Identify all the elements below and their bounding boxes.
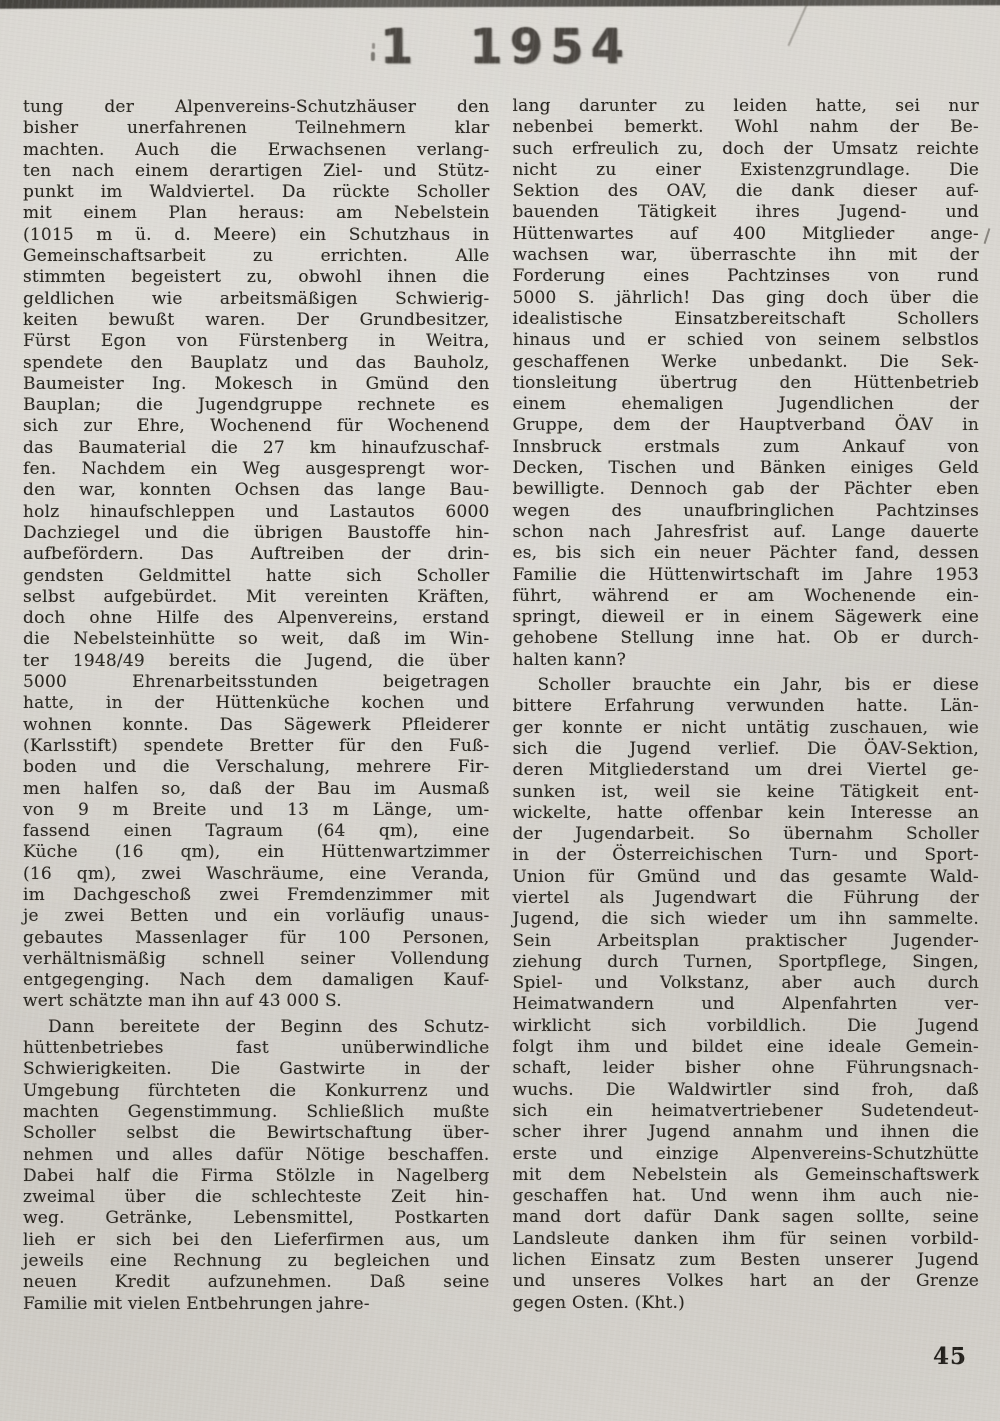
text-line: 5000 S. jährlich! Das ging doch über die [512,287,979,308]
text-line: weg. Getränke, Lebensmittel, Postkarten [23,1208,490,1229]
text-line: ter 1948/49 bereits die Jugend, die über [23,650,490,671]
text-line: spendete den Bauplatz und das Bauholz, [23,352,490,373]
text-line: boden und die Verschalung, mehrere Fir- [23,757,490,778]
text-line: geschaffenen Werke unbedankt. Die Sek- [512,351,979,372]
text-line: mand dort dafür Dank sagen sollte, seine [512,1207,979,1228]
text-line: folgt ihm und bildet eine ideale Gemein- [512,1037,979,1058]
text-line: Gruppe, dem der Hauptverband ÖAV in [512,415,979,436]
text-line: tionsleitung übertrug den Hüttenbetrieb [512,372,979,393]
text-line: jeweils eine Rechnung zu begleichen und [23,1251,490,1272]
text-line: je zwei Betten und ein vorläufig unaus- [23,906,490,927]
text-line: neuen Kredit aufzunehmen. Daß seine [23,1272,490,1293]
paragraph [23,97,490,1013]
text-line: wohnen konnte. Das Sägewerk Pfleiderer [23,714,490,735]
text-line: Bauplan; die Jugendgruppe rechnete es [23,395,490,416]
text-line: punkt im Waldviertel. Da rückte Scholler [23,182,490,203]
text-line: viertel als Jugendwart die Führung der [512,887,979,908]
page-number: 45 [933,1343,968,1370]
text-line: halten kann? [512,649,627,670]
text-line: Umgebung fürchteten die Konkurrenz und [23,1080,490,1101]
text-line: bisher unerfahrenen Teilnehmern klar [23,118,490,139]
text-line: die Nebelsteinhütte so weit, daß im Win- [23,629,490,650]
text-line: wegen des unaufbringlichen Pachtzinses [512,500,979,521]
text-line: (16 qm), zwei Waschräume, eine Veranda, [23,863,490,884]
text-line: Decken, Tischen und Bänken einiges Geld [512,458,979,479]
text-line: das Baumaterial die 27 km hinaufzuschaf- [23,437,490,458]
issue-year-stamp [380,19,631,75]
text-line: und unseres Volkes hart an der Grenze [512,1271,979,1292]
text-line: sunken ist, weil sie keine Tätigkeit ent- [512,781,979,802]
text-line: keiten bewußt waren. Der Grundbesitzer, [23,309,490,330]
text-line: schon nach Jahresfrist auf. Lange dauerte [512,521,979,542]
text-line: von 9 m Breite und 13 m Länge, um- [23,799,490,820]
margin-pen-mark [984,228,990,244]
text-line: Baumeister Ing. Mokesch in Gmünd den [23,373,490,394]
text-line: Küche (16 qm), ein Hüttenwartzimmer [23,842,490,863]
text-line: fen. Nachdem ein Weg ausgesprengt wor- [23,459,490,480]
text-line: aufbefördern. Das Auftreiben der drin- [23,544,490,565]
text-line: bittere Erfahrung verwunden hatte. Län- [512,696,979,717]
text-line: Landsleute danken ihm für seinen vorbild- [512,1228,979,1249]
text-line: such erfreulich zu, doch der Umsatz reichte [512,138,979,159]
text-line: entgegenging. Nach dem damaligen Kauf- [23,970,490,991]
text-line: lieh er sich bei den Lieferfirmen aus, um [23,1229,490,1250]
text-line: wert schätzte man ihn auf 43 000 S. [23,991,342,1012]
text-line: machten Gegenstimmung. Schließlich mußte [23,1101,490,1122]
text-line: der Jugendarbeit. So übernahm Scholler [512,824,979,845]
paper-crease-mark [788,0,811,46]
text-line: men halfen so, daß der Bau im Ausmaß [23,778,490,799]
text-line: es, bis sich ein neuer Pächter fand, dessen [512,543,979,564]
text-line: Spiel- und Volkstanz, aber auch durch [512,973,979,994]
text-line: sich zur Ehre, Wochenend für Wochenend [23,416,490,437]
text-line: Dabei half die Firma Stölzle in Nagelberg [23,1165,490,1186]
text-line: tung der Alpenvereins-Schutzhäuser den [23,97,490,117]
text-line: bewilligte. Dennoch gab der Pächter eben [512,479,979,500]
text-line: Scholler brauchte ein Jahr, bis er diese [537,675,979,696]
text-line: Familie mit vielen Entbehrungen jahre- [23,1293,370,1314]
paragraph [23,1017,490,1315]
text-line: Sektion des OAV, die dank dieser auf- [512,181,979,202]
text-line: im Dachgeschoß zwei Fremdenzimmer mit [23,884,490,905]
text-line: doch ohne Hilfe des Alpenvereins, erstand [23,608,490,629]
text-line: mit dem Nebelstein als Gemeinschaftswerk [512,1164,979,1185]
text-line: Forderung eines Pachtzinses von rund [512,266,979,287]
text-line: hüttenbetriebes fast unüberwindliche [23,1038,490,1059]
stamp-ink-blotch [371,52,375,61]
column-right [513,96,980,1315]
text-line: wickelte, hatte offenbar kein Interesse an [512,802,979,823]
text-line: geldlichen wie arbeitsmäßigen Schwierig- [23,288,490,309]
text-line: Gemeinschaftsarbeit zu errichten. Alle [23,246,490,267]
text-line: bauenden Tätigkeit ihres Jugend- und [512,202,979,223]
text-line: Union für Gmünd und das gesamte Wald- [512,866,979,887]
text-line: Scholler selbst die Bewirtschaftung über- [23,1123,490,1144]
text-line: verhältnismäßig schnell seiner Vollendung [23,948,490,969]
text-line: machten. Auch die Erwachsenen verlang- [23,139,490,160]
year-number: 1954 [469,19,631,75]
text-line: hatte, in der Hüttenküche kochen und [23,693,490,714]
text-line: Hüttenwartes auf 400 Mitglieder ange- [512,223,979,244]
text-line: gegen Osten. (Kht.) [512,1292,685,1313]
text-line: wirklicht sich vorbildlich. Die Jugend [512,1015,979,1036]
text-line: fassend einen Tagraum (64 qm), eine [23,821,490,842]
paragraph [513,675,980,1314]
text-line: ger konnte er nicht untätig zuschauen, wie [512,717,979,738]
text-line: geschaffen hat. Und wenn ihm auch nie- [512,1186,979,1207]
text-line: wuchs. Die Waldwirtler sind froh, daß [512,1079,979,1100]
text-line: sich ein heimatvertriebener Sudetendeut- [512,1100,979,1121]
text-line: zweimal über die schlechteste Zeit hin- [23,1187,490,1208]
text-line: gehobene Stellung inne hat. Ob er durch- [512,628,979,649]
text-line: nehmen und alles dafür Nötige beschaffen. [23,1144,490,1165]
text-line: wachsen war, überraschte ihn mit der [512,245,979,266]
text-line: einem ehemaligen Jugendlichen der [512,394,979,415]
scan-top-edge-shadow [0,0,1000,9]
text-line: (Karlsstift) spendete Bretter für den Fuß- [23,735,490,756]
text-line: scher ihrer Jugend annahm und ihnen die [512,1122,979,1143]
article-body [23,97,979,1315]
text-line: sich die Jugend verlief. Die ÖAV-Sektion, [512,738,979,759]
text-line: Fürst Egon von Fürstenberg in Weitra, [23,331,490,352]
text-line: idealistische Einsatzbereitschaft Schollers [512,308,979,329]
text-line: Dann bereitete der Beginn des Schutz- [48,1016,490,1037]
text-line: gebautes Massenlager für 100 Personen, [23,927,490,948]
text-line: Schwierigkeiten. Die Gastwirte in der [23,1059,490,1080]
paragraph [513,96,980,671]
text-line: nebenbei bemerkt. Wohl nahm der Be- [512,117,979,138]
column-left [23,97,490,1315]
text-line: (1015 m ü. d. Meere) ein Schutzhaus in [23,224,490,245]
text-line: den war, konnten Ochsen das lange Bau- [23,480,490,501]
text-line: lichen Einsatz zum Besten unserer Jugend [512,1250,979,1271]
text-line: Familie die Hüttenwirtschaft im Jahre 1953 [512,564,979,585]
text-line: 5000 Ehrenarbeitsstunden beigetragen [23,672,490,693]
text-line: ziehung durch Turnen, Sportpflege, Singen, [512,951,979,972]
issue-number: 1 [380,19,414,75]
text-line: Sein Arbeitsplan praktischer Jugender- [512,930,979,951]
text-line: stimmten begeistert zu, obwohl ihnen die [23,267,490,288]
text-line: gendsten Geldmittel hatte sich Scholler [23,565,490,586]
text-line: holz hinaufschleppen und Lastautos 6000 [23,501,490,522]
text-line: Dachziegel und die übrigen Baustoffe hin- [23,522,490,543]
text-line: hinaus und er schied von seinem selbstlos [512,330,979,351]
text-line: erste und einzige Alpenvereins-Schutzhütte [512,1143,979,1164]
text-line: schaft, leider bisher ohne Führungsnach- [512,1058,979,1079]
text-line: führt, während er am Wochenende ein- [512,585,979,606]
text-line: selbst aufgebürdet. Mit vereinten Kräften, [23,586,490,607]
text-line: in der Österreichischen Turn- und Sport- [512,845,979,866]
text-line: Heimatwandern und Alpenfahrten ver- [512,994,979,1015]
text-line: lang darunter zu leiden hatte, sei nur [512,96,979,116]
text-line: Innsbruck erstmals zum Ankauf von [512,436,979,457]
text-line: springt, dieweil er in einem Sägewerk eine [512,607,979,628]
text-line: Jugend, die sich wieder um ihn sammelte. [512,909,979,930]
text-line: nicht zu einer Existenzgrundlage. Die [512,159,979,180]
text-line: deren Mitgliederstand um drei Viertel ge- [512,760,979,781]
text-line: mit einem Plan heraus: am Nebelstein [23,203,490,224]
text-line: ten nach einem derartigen Ziel- und Stütz- [23,160,490,181]
